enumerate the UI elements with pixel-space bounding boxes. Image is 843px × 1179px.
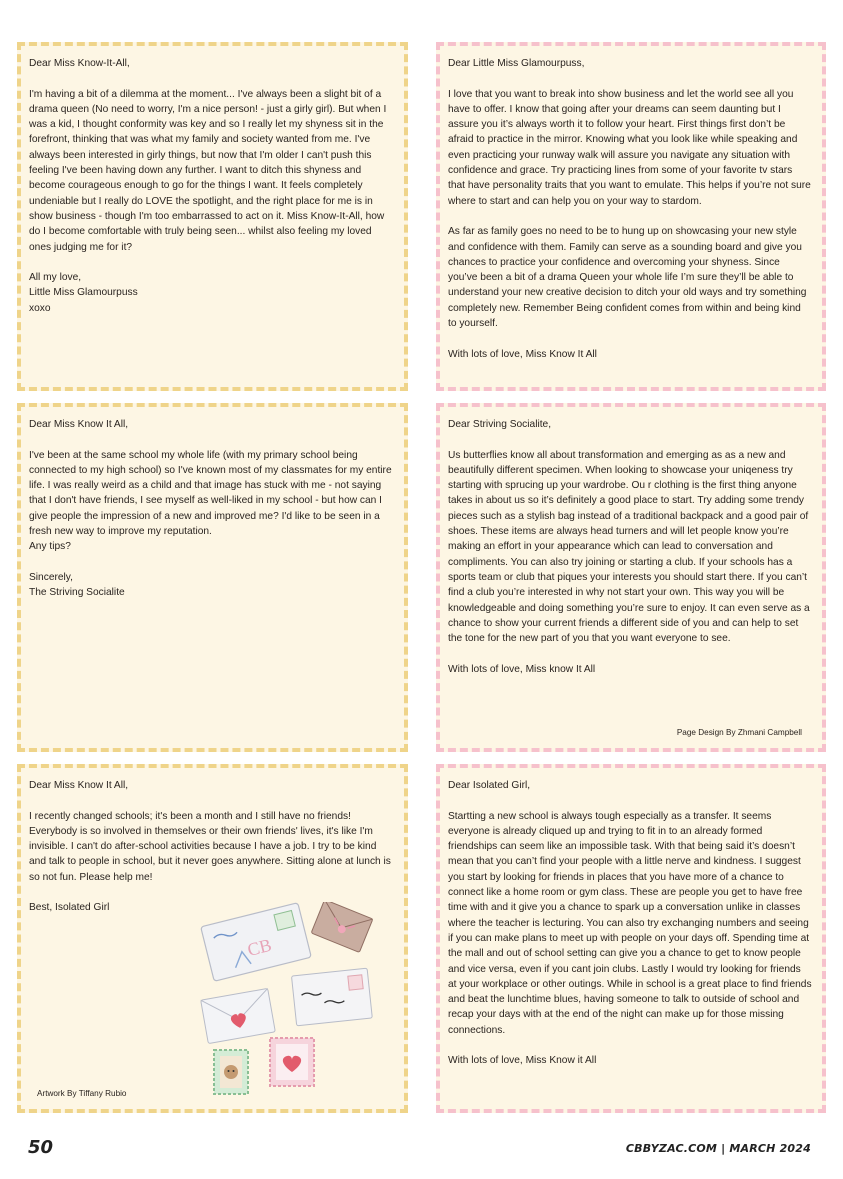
heart-stamp-illustration bbox=[270, 1038, 314, 1086]
heart-envelope-illustration bbox=[201, 988, 276, 1043]
reply-body: Startting a new school is always tough especially as a transfer. It seems everyone is already cliqued up and trying to fit in to an already formed friendships can seem like an impossible task. With that being said it’s doesn’t mean that you can’t find your people with a little nerve and kindness. I suggest you start by looking for friends in places that you have more of a chance to connect like a home room or gym class. These are people you get to have free time with and it give you a chance to spark up a conversation unlike in classes where the teacher is lecturing. You can also try exchanging numbers and seeing if you can make plans to meet up with people on your days off. Spending time at the mall and out of school setting can give you a chance to get to know people and vice versa, even if you cant join clubs. Lastly I would try looking for friends at your workplace or other outings. While in school is a great place to find friends and beat the lunchtime blues, having someone to talk to outside of school and recap your days with at the end of the night can make up for those missing connections. bbox=[448, 810, 815, 1036]
letter-signoff: Sincerely, The Striving Socialite bbox=[29, 571, 125, 599]
letter-body: I'm having a bit of a dilemma at the moment... I've always been a slight bit of a drama queen (No need to worry, I'm a nice person! - just a girly girl). But when I was a kid, I thought conformity was key and so I really let my shyness sit in the forefront, thinking that was what my family and society wanted from me. I've always been interested in girly things, but now that I'm older I can't push this feeling I've been having down any further. I want to ditch this shyness and become courageous enough to go for the things I want. It feels completely undeniable but I really do LOVE the spotlight, and the right place for me is in show business - though I'm too embarrassed to act on it. Miss Know-It-All, how do I become comfortable with truly being seen... whilst also feeling my loved ones judging me for it? bbox=[29, 88, 390, 253]
stamped-envelope-illustration bbox=[291, 968, 372, 1026]
reply-greeting: Dear Isolated Girl, bbox=[448, 780, 531, 791]
letter-signoff: Best, Isolated Girl bbox=[29, 902, 110, 914]
reply-card-isolated bbox=[436, 764, 826, 1113]
letter-greeting: Dear Miss Know It All, bbox=[29, 419, 129, 430]
letter-card-glamourpuss bbox=[17, 42, 408, 391]
brown-envelope-illustration bbox=[311, 902, 373, 952]
letter-body: I recently changed schools; it's been a month and I still have no friends! Everybody is so involved in themselves or their own friends' lives, it's like I'm invisible. I can't do after-school activities because I have a job. I try to be kind and talk to people in school, but it never goes anywhere. Sitting alone at lunch is so not fun. Please help me! bbox=[29, 810, 394, 883]
letter-signoff: All my love, Little Miss Glamourpuss xoxo bbox=[29, 272, 138, 314]
reply-signoff: With lots of love, Miss Know It All bbox=[448, 348, 597, 360]
reply-signoff: With lots of love, Miss know It All bbox=[448, 663, 596, 675]
envelopes-artwork bbox=[196, 902, 386, 1102]
reply-paragraph-2: As far as family goes no need to be to hung up on showcasing your new style and confidence with them. Family can serve as a sounding board and give you chances to practice your confidence and overcoming your shyness. Since you’ve been a bit of a drama Queen your whole life I’m sure they’ll be able to understand your new creative decision to ditch your old ways and try something completely new. Remember Being confident comes from within and being kind to yourself. bbox=[448, 226, 810, 330]
dog-stamp-illustration bbox=[214, 1050, 248, 1094]
reply-signoff: With lots of love, Miss Know it All bbox=[448, 1055, 597, 1067]
page-design-credit: Page Design By Zhmani Campbell bbox=[676, 728, 802, 737]
artwork-credit: Artwork By Tiffany Rubio bbox=[37, 1089, 127, 1098]
letter-greeting: Dear Miss Know-It-All, bbox=[29, 58, 130, 69]
reply-body: Us butterflies know all about transformation and emerging as as a new and beautifully different specimen. When looking to showcase your uniqeness try starting with sprucing up your wardrobe. Ou r clothing is the first thing anyone takes in about us so it’s definitely a good place to start. Try adding some trendy pieces such as a stylish bag instead of a traditional backpack and a good pair of shoes. These items are always head turners and will let people know you’re making an effort in your appearance which can lead to conversation and compliments. You can also try joining or starting a club. If your schools has a sports team or club that piques your interests you should start there. If you can’t find a club you’re interested in why not start your own. This way you will be knowledgeable and doing something you’re sure to enjoy. It can even serve as a chance to show your current friends a different side of you and can help to set the tone for the new part of you that you want everyone to see. bbox=[448, 449, 813, 645]
letter-greeting: Dear Miss Know It All, bbox=[29, 780, 129, 791]
letter-body: I've been at the same school my whole life (with my primary school being connected to my high school) so I've known most of my classmates for my entire life. I was really weird as a child and that image has stuck with me - not saying that I don't have friends, I see myself as well-liked in my school - but how can I give people the impression of a new and improved me? I'd like to be seen in a fresh new way to improve my reputation. Any tips? bbox=[29, 449, 392, 553]
reply-card-glamourpuss bbox=[436, 42, 826, 391]
reply-greeting: Dear Striving Socialite, bbox=[448, 419, 552, 430]
letter-card-socialite bbox=[17, 403, 408, 752]
page-number: 50 bbox=[28, 1137, 54, 1158]
reply-greeting: Dear Little Miss Glamourpuss, bbox=[448, 58, 585, 69]
reply-paragraph-1: I love that you want to break into show business and let the world see all you have to offer. I know that going after your dreams can seem daunting but I assure you it’s always worth it to follow your heart. First things first don’t be afraid to practice in the mirror. Knowing what you look like while speaking and even practicing your runway walk will assure you navigate any situation with confidence and grace. Try practicing lines from some of your favorite tv stars that have personality traits that you want to emulate. This helps if you’re not sure where to start and can help you on your way to stardom. bbox=[448, 88, 814, 207]
footer-site-date: CBBYZAC.COM | MARCH 2024 bbox=[625, 1142, 811, 1155]
cb-envelope-illustration bbox=[201, 903, 312, 982]
reply-card-socialite bbox=[436, 403, 826, 752]
envelope-stamp-text: CB bbox=[245, 934, 274, 960]
